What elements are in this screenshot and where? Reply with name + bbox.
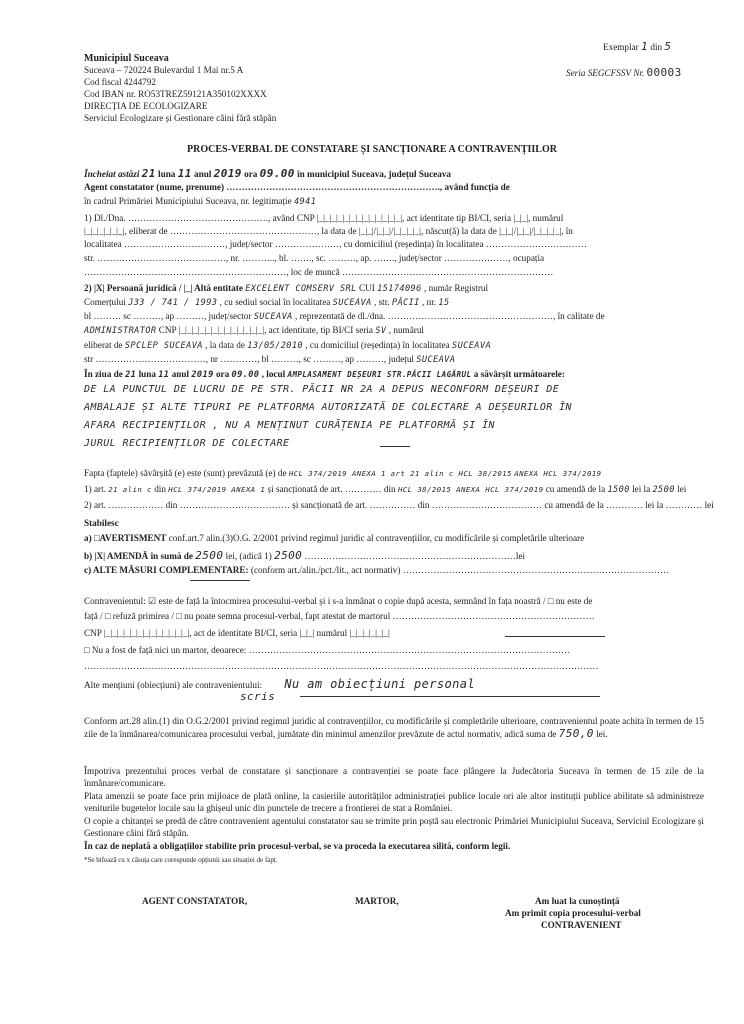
- cnp-stroke: [505, 636, 605, 637]
- domicile-value: SUCEAVA: [452, 341, 492, 351]
- objections-label: Alte mențiuni (obiecțiuni) ale contravenientului:: [84, 680, 263, 690]
- fapta-row-1: [84, 484, 686, 495]
- incheiat-label: Încheiat astăzi: [84, 169, 140, 179]
- luna-label: luna: [158, 169, 176, 179]
- incheiat-hour: 09.00: [259, 167, 295, 180]
- din-value-1: HCL 374/2019 ANEXA 1: [168, 485, 266, 494]
- amenda-amount: 2500: [195, 549, 224, 562]
- agent-line-1: [84, 182, 510, 192]
- street-label: , str.: [374, 297, 390, 307]
- id-series: SV: [375, 326, 387, 336]
- company-line-6: [84, 354, 455, 365]
- event-day-label: În ziua de: [84, 369, 123, 379]
- company-locality: SUCEAVA: [332, 298, 372, 308]
- event-action-label: a săvârșit următoarele:: [473, 369, 565, 379]
- event-year-label: anul: [171, 369, 190, 379]
- company-line-4: [84, 325, 424, 336]
- exemplar-value: 1: [641, 40, 649, 53]
- objections-text: Nu am obiecțiuni personal: [284, 677, 476, 691]
- contravenient-line-2: față / □ refuză primirea / □ nu poate semna procesul-verbal, fapt atestat de martorul …………………………………………………………: [84, 611, 595, 621]
- martor-signature-label: MARTOR,: [355, 896, 399, 906]
- sanction-b: [84, 549, 525, 562]
- issued-by: SPCLEP SUCEAVA: [124, 341, 203, 351]
- legal-paragraph-5: În caz de neplată a obligațiilor stabilite prin procesul-verbal, se va proceda la executarea silită, conform legii.: [84, 841, 511, 851]
- contravenient-line-4: □ Nu a fost de față nici un martor, deoarece: ……………………………………………………………………………………………: [84, 645, 571, 655]
- representative-cnp: CNP |_|_|_|_|_|_|_|_|_|_|_|_|_|, act identitate, tip BI/CI seria: [158, 325, 374, 335]
- person-line-2: |_|_|_|_|_|_|, eliberat de …………………………………………, la data de |_|_|/|_|_|/|_|_|_|_|, născut(ă) la data de |_|_|/|_|_|/|_|_|_|_|, în: [84, 226, 573, 236]
- id-number-label: , numărul: [388, 325, 424, 335]
- sanction-a: [84, 533, 584, 543]
- art-label: 1) art.: [84, 484, 106, 494]
- series-label: Seria SEGCFSSV Nr.: [566, 68, 645, 78]
- amenda-lei-label: lei, (adică 1): [225, 551, 272, 561]
- agent-label: Agent constatator (nume, prenume) ……………………………………………………………., având funcția de: [84, 182, 510, 192]
- alte-masuri-text: (conform art./alin./pct./lit., act normativ) ……………………………………………………………………………: [250, 565, 670, 575]
- incheiat-line: [84, 167, 451, 180]
- domicile-label: , cu domiciliul (reședința) în localitatea: [305, 340, 450, 350]
- incheiat-year: 2019: [213, 167, 242, 180]
- legal-paragraph-1: [84, 716, 704, 740]
- half-amount: 750,0: [558, 726, 594, 740]
- stabilesc-heading: Stabilesc: [84, 518, 119, 528]
- legal-paragraph-3: Plata amenzii se poate face prin mijloace de plată online, la casieriile autorităților administrației publice locale ori ale altor instituții publice abilitate să administreze veniturile bugetelor locale sau la ghișeul unic din punctele de trecere a frontierei de stat a României.: [84, 791, 704, 813]
- service-name: Serviciul Ecologizare și Gestionare câini fără stăpân: [84, 113, 277, 123]
- fapta-label: Fapta (faptele) săvârșită (e) este (sunt) prevăzută (e) de: [84, 468, 287, 478]
- amenda-label: b) |X| AMENDĂ în sumă de: [84, 551, 193, 561]
- event-month: 11: [158, 370, 170, 380]
- cui-label: CUI: [358, 283, 375, 293]
- company-type-label: 2) |X| Persoană juridică / |_| Altă entitate: [84, 283, 243, 293]
- event-description-2: AMBALAJE ȘI ALTE TIPURI PE PLATFORMA AUTORIZATĂ DE COLECTARE A DEȘEURILOR ÎN: [84, 402, 572, 413]
- art-value: 21 alin c: [108, 485, 152, 494]
- iban: Cod IBAN nr. RO53TREZ59121A350102XXXX: [84, 89, 267, 99]
- person-line-3: localitatea ……………………………, județ/sector …………………, cu domiciliul (reședința) în localitatea ……………………………: [84, 239, 587, 249]
- event-description-3: AFARA RECIPIENȚILOR , NU A MENȚINUT CURĂȚENIA PE PLATFORMĂ ȘI ÎN: [84, 420, 495, 431]
- objections-stroke: [300, 696, 600, 697]
- event-hour: 09.00: [231, 370, 260, 380]
- contravenient-line-1: Contravenientul: ☑ este de față la întocmirea procesului-verbal și i s-a înmânat o copie după acesta, semnând în fața noastră / □ nu este de: [84, 596, 593, 606]
- event-line: [84, 369, 565, 380]
- fine-to: 2500: [652, 485, 675, 495]
- location-label: în municipiul Suceava, județul Suceava: [297, 169, 452, 179]
- din-label-2: din: [383, 484, 396, 494]
- company-county: SUCEAVA: [253, 312, 293, 322]
- half-amount-unit: lei.: [596, 728, 608, 739]
- incheiat-day: 21: [141, 167, 156, 180]
- event-hour-label: ora: [215, 369, 230, 379]
- event-place-label: , locul: [261, 369, 286, 379]
- series-line: [566, 66, 682, 79]
- reg-label: , număr Registrul: [424, 283, 489, 293]
- reg-number: J33 / 741 / 1993: [128, 298, 218, 308]
- person-line-4: str. ……………………………………, nr. ……….., bl. ……., sc. ………, ap. ……., județ/sector …………………, ocupația: [84, 253, 545, 263]
- avertisment-label: a) □AVERTISMENT: [84, 533, 167, 543]
- event-description-4: JURUL RECIPIENȚILOR DE COLECTARE: [84, 438, 290, 449]
- agent-line-2: [84, 196, 316, 207]
- fine-to-label: lei la: [632, 484, 651, 494]
- contravenient-line-5: ……………………………………………………………………………………………………………………………………………………: [84, 661, 599, 671]
- ack-line-2: Am primit copia procesului-verbal: [505, 908, 641, 918]
- issued-label: eliberat de: [84, 340, 123, 350]
- issue-date: 13/05/2010: [247, 341, 303, 351]
- fiscal-code: Cod fiscal 4244792: [84, 77, 156, 87]
- company-street: PĂCII: [391, 298, 420, 308]
- fine-from: 1500: [607, 485, 630, 495]
- fapta-row-2: 2) art. ……………… din ……………………………… și sancționată de art. …………… din ……………………………… cu amendă de la ………… lei la ………… lei: [84, 500, 714, 510]
- footnote: *Se bifează cu x căsuța care corespunde opțiunii sau situației de fapt.: [84, 856, 278, 864]
- address-fields: str ………………………………, nr …………, bl ………, sc ………, ap ………, județul: [84, 354, 414, 364]
- legal-paragraph-4: O copie a chitanței se predă de către contravenient agentului constatator sau se trimite prin poștă sau electronic Primăriei Municipiului Suceava, Serviciul Ecologizare și Gestionare câini fără stăpân.: [84, 816, 704, 838]
- institution-address: Suceava – 720224 Bulevardul 1 Mai nr.5 A: [84, 65, 244, 75]
- representative-role: ADMINISTRATOR: [84, 326, 157, 336]
- company-name: EXCELENT COMSERV SRL: [245, 284, 357, 294]
- din-value-2: HCL 38/2015 ANEXA HCL 374/2019: [397, 485, 544, 494]
- amenda-end: ……………………………………………………………lei: [304, 551, 525, 561]
- company-line-1: [84, 283, 488, 294]
- contravenient-line-3: CNP |_|_|_|_|_|_|_|_|_|_|_|_|_|, act de identitate BI/CI, seria |_|_| numărul |_|_|_|_|_|_|: [84, 628, 390, 638]
- cui-value: 15174096: [377, 284, 422, 294]
- bl-sc-ap-label: bl ……… sc ………, ap ………, județ/sector: [84, 311, 252, 321]
- legal-paragraph-2: Împotriva prezentului proces verbal de constatare și sancționare a contravenției se poate face plângere la Judecătoria Suceava în termen de 15 zile de la înmânare/comunicare.: [84, 766, 704, 788]
- ack-line-1: Am luat la cunoștință: [535, 896, 620, 906]
- agent-signature-label: AGENT CONSTATATOR,: [142, 896, 248, 906]
- direction-name: DIRECȚIA DE ECOLOGIZARE: [84, 101, 208, 111]
- company-line-2: [84, 297, 450, 308]
- din-label: din: [650, 42, 663, 52]
- event-place: AMPLASAMENT DEȘEURI STR.PĂCII LAGĂRUL: [287, 370, 472, 379]
- closing-stroke: [380, 446, 410, 447]
- event-description-1: DE LA PUNCTUL DE LUCRU DE PE STR. PĂCII NR 2A A DEPUS NECONFORM DEȘEURI DE: [84, 384, 560, 395]
- alte-masuri-label: c) ALTE MĂSURI COMPLEMENTARE:: [84, 565, 249, 575]
- company-nr: 15: [438, 298, 450, 308]
- din-value: 5: [664, 40, 672, 53]
- legitimatie-label: în cadrul Primăriei Municipiului Suceava, nr. legitimație: [84, 196, 292, 206]
- din-label-1: din: [154, 484, 166, 494]
- nr-label: , nr.: [422, 297, 437, 307]
- person-line-1: 1) Dl./Dna. ………………………………………., având CNP |_|_|_|_|_|_|_|_|_|_|_|_|_|, act identitate tip BI/CI, seria |_|_|, numărul: [84, 213, 564, 223]
- fapta-acts: HCL 374/2019 ANEXA 1 art 21 alin c HCL 38/2015: [288, 469, 512, 478]
- issue-date-label: , la data de: [205, 340, 245, 350]
- institution-name: Municipiul Suceava: [84, 53, 169, 64]
- incheiat-month: 11: [177, 167, 192, 180]
- ora-label: ora: [244, 169, 258, 179]
- avertisment-text: conf.art.7 alin.(3)O.G. 2/2001 privind regimul juridic al contravențiilor, cu modificările și completările ulterioare: [168, 533, 585, 543]
- domicile-county: SUCEAVA: [416, 355, 456, 365]
- exemplar-line: [603, 40, 671, 53]
- event-day: 21: [125, 370, 137, 380]
- series-value: 00003: [646, 66, 682, 79]
- sanction-c: [84, 565, 669, 575]
- sanct-value: …………: [344, 484, 382, 494]
- sanct-label: și sancționată de art.: [267, 484, 343, 494]
- sediu-label: , cu sediul social în localitatea: [219, 297, 331, 307]
- lei-label: lei: [677, 484, 687, 494]
- company-line-5: [84, 340, 491, 351]
- company-line-3: [84, 311, 605, 322]
- exemplar-label: Exemplar: [603, 42, 639, 52]
- person-line-5: …………………………………………………………, loc de muncă ……………………………………………………………: [84, 267, 554, 277]
- amenda-words: 2500: [274, 549, 303, 562]
- representative-label: , reprezentată de dl./dna. ………………………………………………, în calitate de: [295, 311, 605, 321]
- anul-label: anul: [194, 169, 212, 179]
- empty-field-stroke: [190, 580, 250, 581]
- objections-text-2: scris: [240, 690, 276, 703]
- page-title: PROCES-VERBAL DE CONSTATARE ȘI SANCȚIONARE A CONTRAVENȚIILOR: [187, 144, 557, 155]
- event-year: 2019: [191, 370, 214, 380]
- fine-from-label: cu amendă de la: [545, 484, 606, 494]
- event-month-label: luna: [138, 369, 156, 379]
- legitimatie-value: 4941: [293, 197, 317, 207]
- contravenient-signature-label: CONTRAVENIENT: [541, 920, 622, 930]
- fapta-acts-2: ANEXA HCL 374/2019: [514, 469, 602, 478]
- objections-line: [84, 677, 475, 691]
- payment-half-text: Conform art.28 alin.(1) din O.G.2/2001 privind regimul juridic al contravențiilor, cu modificările și completările ulterioare, contravenientul poate achita în termen de 15 zile de la înmânarea/comunicarea procesului verbal, jumătate din minimul amenzilor prevăzute de actul normativ, adică suma de: [84, 716, 704, 739]
- comertului-label: Comerțului: [84, 297, 126, 307]
- fapta-line: [84, 468, 602, 478]
